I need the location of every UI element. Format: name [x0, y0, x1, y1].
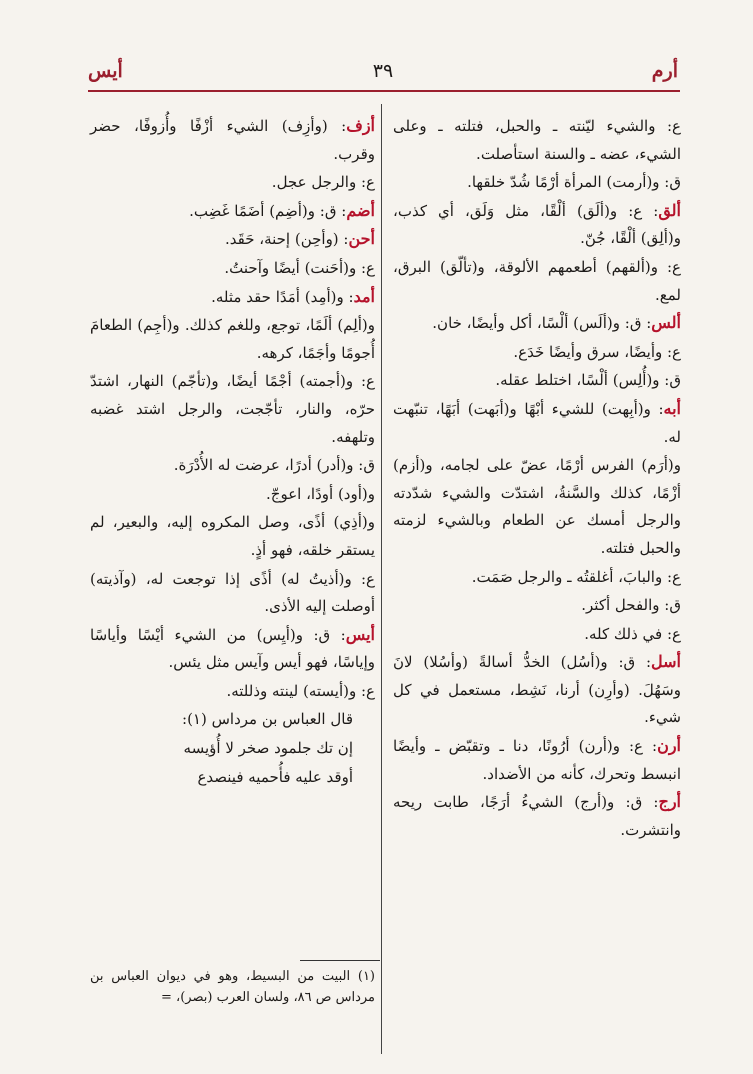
entry-paragraph: ع: و(ألقهم) أطعمهم الألوقة، و(تألّق) البرق، لمع. — [393, 257, 681, 304]
entry-paragraph: و(أرَم) الفرس أرْمًا، عضّ على لجامه، و(أزم) أزْمًا، كذلك والسَّنةُ، اشتدّت والشيء شدّدته والرجل أمسك عن الطعام وبالشيء لزمته والحبل فتلته. — [393, 456, 681, 557]
entry-paragraph: أيس: ق: و(أيِس) من الشيء أيْسًا وأياسًا وإياسًا، فهو أيس وآيس مثل يئس. — [90, 624, 375, 672]
entry-paragraph: أرن: ع: و(أرن) أرُونًا، دنا ـ وتقبّض ـ وأيضًا انبسط وتحرك، كأنه من الأضداد. — [393, 736, 681, 783]
page-number: ٣٩ — [372, 60, 394, 82]
running-headword-left: أيس — [88, 60, 123, 82]
footnote: (١) البيت من البسيط، وهو في ديوان العباس بن مرداس ص ٨٦، ولسان العرب (بصر)، = — [90, 969, 375, 1005]
poem-attribution: قال العباس بن مرداس (١): — [182, 710, 353, 729]
entry-paragraph: و(ألِم) ألَمًا، توجع، وللغم كذلك. و(أجِم) الطعامَ أُجومًا وأجَمًا، كرهه. — [90, 316, 375, 362]
poem-verse: أوقد عليه فأُحميه فينصدع — [197, 767, 353, 786]
poem-verse: إن تك جلمود صخر لا أُؤيسه — [183, 739, 353, 758]
entry-paragraph: ع: و(أيسته) لينته وذللته. — [226, 681, 375, 700]
footnote-rule — [300, 960, 380, 961]
entry-paragraph: ألق: ع: و(ألَق) ألْقًا، مثل وَلَق، أي كذب، و(ألِق) ألْقًا، جُنّ. — [393, 200, 681, 248]
header-rule — [88, 90, 680, 92]
entry-paragraph: أضم: ق: و(أضِم) أضَمًا غَضِب. — [189, 200, 375, 220]
entry-paragraph: أبه: و(أبِهت) للشيء أبْهًا و(أبَهت) أبَهًا، تنبّهت له. — [393, 398, 681, 446]
entry-paragraph: ع: في ذلك كله. — [584, 624, 681, 643]
entry-paragraph: أزف: (وأزِف) الشيء أزْفًا وأُزوفًا، حضر وقرب. — [90, 116, 375, 163]
entry-paragraph: ق: و(أدر) أدرًا، عرضت له الأُدْرَة. — [173, 456, 375, 475]
right-column — [393, 112, 681, 844]
entry-paragraph: و(أود) أودًا، اعوجّ. — [266, 484, 375, 503]
entry-paragraph: ع: و(أحَنت) أيضًا وآحنتُ. — [224, 258, 375, 277]
page-header — [88, 60, 678, 84]
entry-paragraph: ع: و(أذيتُ له) أذًى إذا توجعت له، (وآذيته) أوصلت إليه الأذى. — [90, 569, 375, 616]
entry-paragraph: ق: و(أُلِس) ألْسًا، اختلط عقله. — [495, 371, 681, 390]
entry-paragraph: أحن: (وأحِن) إحنة، حَقَد. — [224, 229, 375, 249]
entry-paragraph: ع: والرجل عجل. — [271, 173, 375, 192]
entry-paragraph: ع: و(أجمته) أجْمًا أيضًا، و(تأجّم) النهار، اشتدّ حرّه، والنار، تأجّجت، والرجل اشتد غضبه وتلهفه. — [90, 372, 375, 446]
entry-paragraph: أمد: و(أمِد) أمَدًا حقد مثله. — [211, 286, 375, 306]
left-column — [90, 112, 375, 791]
entry-paragraph: ق: و(أرمت) المرأة أرْمًا شُدّ خلقها. — [467, 173, 681, 192]
entry-paragraph: ع: وأيضًا، سرق وأيضًا خَدَع. — [513, 342, 681, 361]
entry-paragraph: أرج: ق: و(أرج) الشيءُ أرَجًا، طابت ريحه وانتشرت. — [393, 792, 681, 839]
entry-paragraph: أسل: ق: و(أسُل) الخدُّ أسالةً (وأسُلا) لانَ وسَهُلَ. (وأرِن) أرنا، نَشِط، مستعمل في كل شيء. — [393, 652, 681, 727]
entry-paragraph: و(أذِي) أذًى، وصل المكروه إليه، والبعير، لم يستقر خلقه، فهو أذٍ. — [90, 513, 375, 559]
entry-paragraph: ع: والبابَ، أغلقتُه ـ والرجل صَمَت. — [471, 567, 681, 586]
running-headword-right: أرم — [651, 60, 678, 82]
column-divider — [381, 104, 382, 1054]
entry-paragraph: ع: والشيء ليّنته ـ والحبل، فتلته ـ وعلى الشيء، عضه ـ والسنة استأصلت. — [393, 117, 681, 163]
entry-paragraph: ق: والفحل أكثر. — [581, 596, 681, 615]
entry-paragraph: ألس: ق: و(ألَس) ألْسًا، أكل وأيضًا، خان. — [432, 313, 681, 333]
